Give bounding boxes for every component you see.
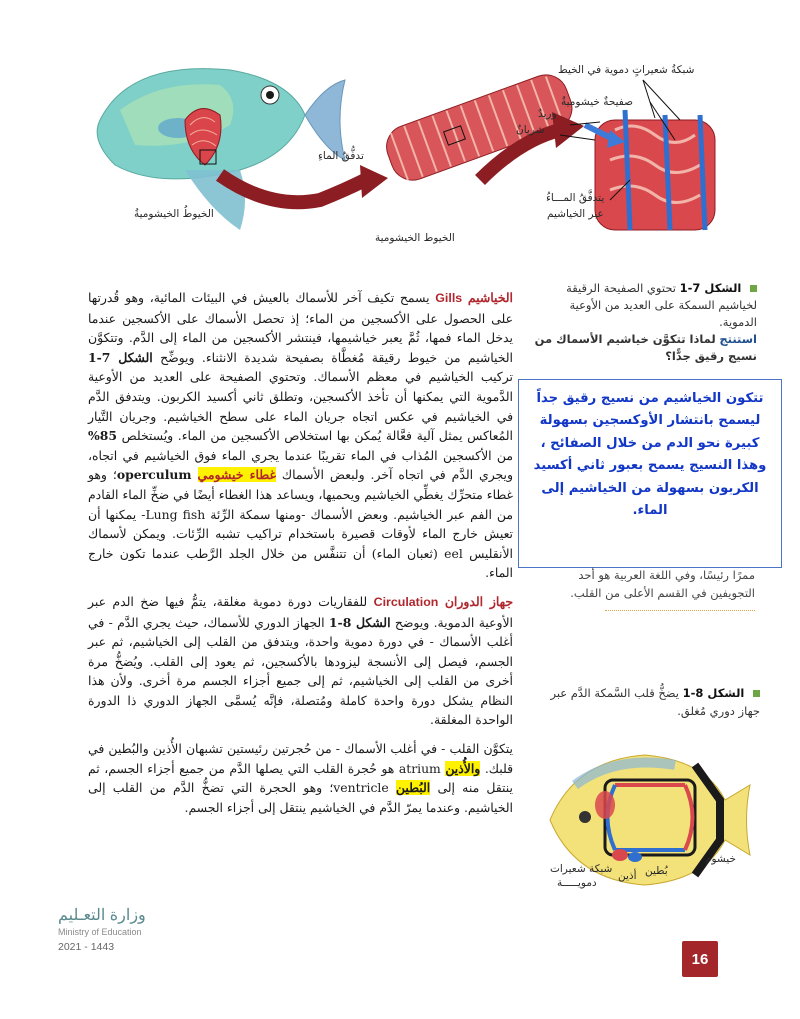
vocab-definition: ممرًا رئيسًا، وفي اللغة العربية هو أحد التجويفين في القسم الأعلى من القلب. (570, 568, 755, 600)
term-gills-en: Gills (435, 291, 463, 305)
term-circulation-en: Circulation (373, 594, 439, 609)
gills-text-b: تركيب الخياشيم في معظم الأسماك. وتحتوي الصفيحة على العديد من الأوعية الدَّموية التي يمكنها أن تأخذ الأكسجين، وتطلق ثاني أكسيد الكربون. ويتدفق الدَّم في الخياشيم في عكس اتجاه جريان الماء على سطح الخياشيم. وجريان التَّيار المُعاكس يمثل آلية فعَّالة يُمكن بها استخلاص الأكسجين من الماء. ويُستخلص (88, 369, 513, 444)
gill-structure-figure (90, 40, 780, 270)
heart-label-gills: خيشوم (705, 853, 736, 865)
side-column (532, 280, 757, 371)
academic-year: 2021 - 1443 (58, 941, 115, 953)
ministry-name-ar: وزارة التعـليم (58, 907, 146, 924)
fig-ref-8-1: الشكل 8-1 (328, 614, 391, 630)
term-ventricle: البُطين (395, 780, 431, 796)
fish-circulation-figure (545, 745, 755, 895)
oxygen-percent: 85% (88, 428, 118, 444)
fig-ref-7-1: الشكل 7-1 (88, 349, 153, 365)
paragraph-gills (88, 288, 513, 583)
caption-7-1-text: تحتوي الصفيحة الرقيقة لخياشيم السمكة على العديد من الأوعية الدموية. (566, 281, 757, 329)
label-vein: وريدٌ (538, 108, 557, 120)
caption-figure-7-1 (532, 280, 757, 371)
circulation-text-a: للفقاريات دورة دموية مغلقة، يتمُّ فيها ضخ الدم عبر الأوعية الدموية. ويوضح (88, 593, 513, 630)
caption-figure-8-1 (540, 684, 760, 720)
label-water-flows: يتدفَّقُ المـــاءُ (546, 192, 605, 204)
label-gill-lamella: صفيحةٌ خيشوميةٌ (561, 96, 634, 108)
heart-text-b: atrium هو حُجرة القلب التي يصلها الدَّم من جميع أجزاء الجسم، ثم ينتقل منه إلى (88, 760, 513, 796)
answer-note-text: تتكون الخياشيم من نسيج رقيق جداً ليسمح بانتشار الأوكسجين بسهولة كبيرة نحو الدم من خلال الصفائح ، وهذا النسيج يسمح بعبور ثاني أكسيد الكربون بسهولة من الخياشيم إلى الماء. (533, 391, 767, 519)
caption-8-1-number: الشكل 8-1 (682, 686, 745, 700)
heart-label-capillary-2: دمويـــــة (557, 877, 597, 889)
circulation-text-b: الجهاز الدوري للأسماك، حيث يجري الدَّم - في أغلب الأسماك - في دورة دموية واحدة، ويتدفق من القلب إلى الخياشيم، ثم عبر الجسم، فيصل إلى الأنسجة ليزودها بالأكسجين، ثم يعود إلى القلب. ويُضخُّ مرة أخرى من القلب إلى الخياشيم، ثم إلى جميع أجزاء الجسم مرة أخرى. ولأن هذا النظام يشكل دورة واحدة كاملة ومُتصلة، فإنَّه يُسمَّى الجهاز الدوري ذا الدورة الواحدة المغلقة. (88, 614, 513, 728)
ministry-logo (58, 905, 158, 953)
heart-label-ventricle: بُطين (645, 865, 668, 877)
page-number: 16 (682, 941, 718, 977)
heart-label-capillary-1: شبكة شعيرات (550, 863, 613, 875)
label-gill-filaments: الخيوطُ الخيشوميةُ (134, 208, 214, 220)
paragraph-heart (88, 739, 513, 817)
paragraph-circulation (88, 592, 513, 730)
heart-text-c: ventricle؛ وهو الحجرة التي تضخُّ الدَّم من القلب إلى الخياشيم. وعندما يمرّ الدَّم في الخياشيم ينتقل إلى أجزاء الجسم. (88, 780, 513, 815)
heart-text-a: يتكوَّن القلب - في أغلب الأسماك - من حُجرتين رئيستين تشبهان الأُذين والبُطين في قلبك. (88, 741, 513, 776)
term-operculum-ar: غطاء خيشومي (197, 467, 276, 483)
caption-7-1-number: الشكل 7-1 (679, 281, 742, 295)
label-capillary-network: شبكةُ شعيراتٍ دموية في الخيط (558, 64, 695, 76)
label-water-flow: تدفُّقُ الماءِ (318, 150, 364, 162)
side-vocab-text (540, 566, 755, 611)
gills-text-a: يسمح تكيف آخر للأسماك بالعيش في البيئات المائية، وهو قُدرتها على الحصول على الأكسجين من الماء؛ إذ تحصل الأسماك على الأكسجين عندما يدخل الماء فمها، ثُمَّ يعبر خياشيمها، فينتشر الأكسجين من الماء إلى الدَّم. وتتكوَّن الخياشيم من خيوط رقيقة مُغطَّاة بصفيحة شديدة الانثناء. ويوضِّح (88, 290, 513, 365)
label-artery: شريانٌ (516, 124, 545, 136)
gills-text-c: من الأكسجين المُذاب في الماء تقريبًا عندما يجري الماء فوق الخياشيم في اتجاه، ويجري الدَّم في اتجاه آخر. ولبعض الأسماك (88, 447, 513, 483)
term-circulation-ar: جهاز الدوران (444, 593, 513, 609)
term-gills-ar: الخياشيم (467, 290, 513, 305)
heart-label-atrium: أذين (618, 870, 637, 882)
caption-bullet-icon (753, 690, 760, 697)
main-text-column (88, 288, 513, 826)
label-through-gills: عبر الخياشيم (547, 208, 604, 220)
label-gill-filaments-2: الخيوط الخيشومية (375, 232, 455, 244)
dotted-divider (605, 610, 755, 611)
ministry-name-en: Ministry of Education (58, 927, 142, 937)
caption-8-1-text: يضخُّ قلب السَّمكة الدَّم عبر جهاز دوري مُغلق. (550, 686, 760, 718)
answer-note-box (518, 379, 782, 568)
term-atrium: والأُذين (445, 760, 481, 776)
term-operculum-en: operculum (116, 467, 192, 483)
caption-question-text: لماذا تتكوَّن خياشيم الأسماك من نسيج رقيق جدًّا؟ (534, 332, 757, 363)
gills-text-d: ؛ وهو غطاء متحرِّك يغطِّي الخياشيم ويحميها، ويساعد هذا الغطاء أيضًا في ضخِّ الماء القادم من الفم عبر الخياشيم. وبعض الأسماك -ومنها سمكة الرِّئة Lung fish- يمكنها أن تعيش خارج الماء لأوقات قصيرة باستخدام تراكيب تشبه الرِّئات. ويمكن لأسماك الأنقليس eel (ثعبان الماء) أن تتنفَّس من خلال الجلد الرَّطب عندما تكون خارج الماء. (88, 467, 513, 581)
caption-bullet-icon (750, 285, 757, 292)
caption-question-label: استنتج (719, 332, 757, 346)
